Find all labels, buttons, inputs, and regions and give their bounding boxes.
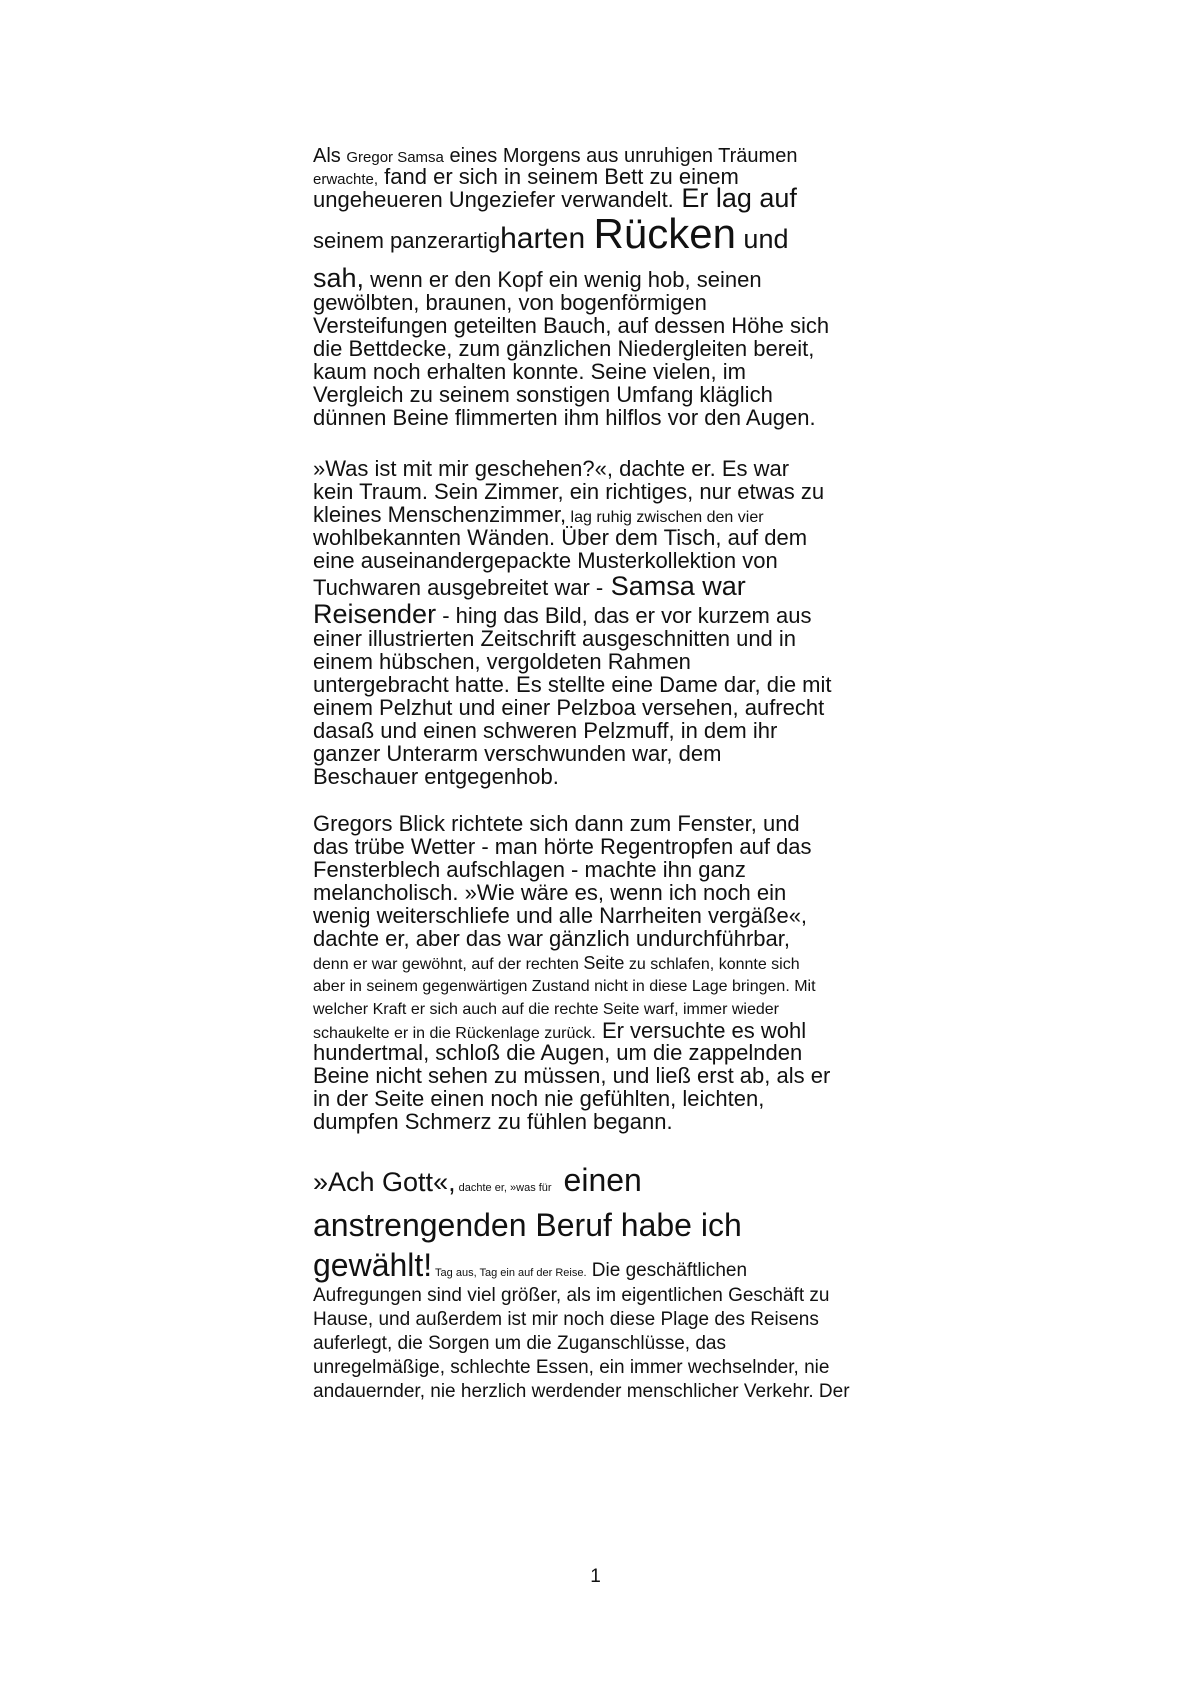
text-run: die Bettdecke, zum gänzlichen Niedergleiten bereit,: [313, 336, 815, 361]
text-line: [313, 1334, 726, 1353]
text-run: Hause, und außerdem ist mir noch diese Plage des Reisens: [313, 1309, 819, 1330]
text-line: [313, 265, 762, 292]
text-run: eine auseinandergepackte Musterkollektion von: [313, 548, 778, 573]
text-run: kleines Menschenzimmer,: [313, 502, 567, 527]
text-line: [313, 210, 789, 257]
text-run: seinem panzerartig: [313, 228, 501, 253]
text-run: dachte er, aber das war gänzlich undurchführbar,: [313, 926, 790, 951]
text-run: lag ruhig zwischen den vier: [566, 509, 764, 526]
text-line: [313, 979, 816, 995]
text-run: wenn er den Kopf ein wenig hob, seinen: [364, 267, 762, 292]
text-run: dasaß und einen schweren Pelzmuff, in dem ihr: [313, 718, 778, 743]
text-line: [313, 766, 559, 788]
text-line: [313, 1088, 764, 1110]
text-line: [313, 481, 824, 503]
text-run: Aufregungen sind viel größer, als im eigentlichen Geschäft zu: [313, 1285, 830, 1306]
text-run: Beschauer entgegenhob.: [313, 764, 559, 789]
text-line: [313, 1286, 829, 1305]
text-run: erwachte,: [313, 171, 379, 188]
text-run: »Ach Gott«,: [313, 1167, 456, 1197]
text-line: [313, 407, 816, 429]
text-run: Er versuchte es wohl: [595, 1018, 807, 1043]
text-run: Seite: [583, 953, 625, 973]
text-run: unregelmäßige, schlechte Essen, ein immer wechselnder, nie: [313, 1357, 830, 1378]
text-line: [313, 674, 832, 696]
text-run: einen: [554, 1162, 642, 1198]
text-line: [313, 550, 778, 572]
text-run: einer illustrierten Zeitschrift ausgeschnitten und in: [313, 626, 797, 651]
text-run: dumpfen Schmerz zu fühlen begann.: [313, 1109, 673, 1134]
text-run: Fensterblech aufschlagen - machte ihn ganz: [313, 857, 746, 882]
text-run: - hing das Bild, das er vor kurzem aus: [436, 603, 812, 628]
text-run: und: [735, 224, 789, 254]
text-run: ungeheueren Ungeziefer verwandelt.: [313, 187, 674, 212]
text-run: aber in seinem gegenwärtigen Zustand nicht in diese Lage bringen. Mit: [313, 978, 816, 995]
text-line: [313, 1020, 806, 1042]
text-run: andauernder, nie herzlich werdender menschlicher Verkehr. Der: [313, 1381, 850, 1402]
text-run: dachte er, »was für: [455, 1182, 555, 1194]
text-line: [313, 292, 707, 314]
text-run: Beine nicht sehen zu müssen, und ließ erst ab, als er: [313, 1063, 831, 1088]
text-run: Tuchwaren ausgebreitet war -: [313, 575, 604, 600]
text-line: [313, 628, 796, 650]
text-line: [313, 1002, 779, 1018]
text-line: [313, 527, 807, 549]
text-line: [313, 1111, 673, 1133]
text-line: [313, 1249, 747, 1281]
text-run: wenig weiterschliefe und alle Narrheiten vergäße«,: [313, 903, 808, 928]
text-run: das trübe Wetter - man hörte Regentropfen auf das: [313, 834, 812, 859]
text-line: [313, 504, 764, 526]
text-line: [313, 697, 824, 719]
text-line: [313, 905, 807, 927]
text-run: gewölbten, braunen, von bogenförmigen: [313, 290, 707, 315]
text-line: [313, 813, 800, 835]
text-run: harten: [500, 222, 594, 255]
text-line: [313, 882, 786, 904]
text-line: [313, 743, 721, 765]
text-run: auferlegt, die Sorgen um die Zuganschlüsse, das: [313, 1333, 726, 1354]
text-run: sah,: [313, 263, 365, 293]
text-run: Versteifungen geteilten Bauch, auf dessen Höhe sich: [313, 313, 830, 338]
text-run: Reisender: [313, 599, 437, 629]
text-run: in der Seite einen noch nie gefühlten, leichten,: [313, 1086, 765, 1111]
text-run: Als: [313, 145, 347, 167]
text-run: Gregor Samsa: [346, 149, 444, 166]
text-run: dünnen Beine flimmerten ihm hilflos vor den Augen.: [313, 405, 816, 430]
text-run: Tag aus, Tag ein auf der Reise.: [432, 1267, 587, 1279]
text-line: [313, 859, 746, 881]
text-line: [313, 315, 829, 337]
text-line: [313, 185, 797, 212]
text-run: fand er sich in seinem Bett zu einem: [378, 164, 739, 189]
text-line: [313, 361, 746, 383]
text-run: Rücken: [593, 210, 736, 257]
text-run: einem hübschen, vergoldeten Rahmen: [313, 649, 691, 674]
text-line: [313, 1065, 830, 1087]
text-run: eines Morgens aus unruhigen Träumen: [443, 145, 798, 167]
text-run: untergebracht hatte. Es stellte eine Dame dar, die mit: [313, 672, 832, 697]
text-line: [313, 146, 797, 166]
text-run: anstrengenden Beruf habe ich: [313, 1207, 742, 1243]
text-line: [313, 338, 814, 360]
text-line: [313, 1382, 850, 1401]
text-line: [313, 928, 790, 950]
text-run: kein Traum. Sein Zimmer, ein richtiges, nur etwas zu: [313, 479, 825, 504]
text-line: [313, 651, 691, 673]
text-line: [313, 1164, 642, 1196]
text-run: Die geschäftlichen: [586, 1260, 748, 1281]
text-line: [313, 954, 800, 973]
text-line: [313, 1209, 742, 1241]
text-run: Gregors Blick richtete sich dann zum Fenster, und: [313, 811, 800, 836]
text-run: melancholisch. »Wie wäre es, wenn ich noch ein: [313, 880, 787, 905]
text-line: [313, 601, 811, 628]
text-line: [313, 458, 789, 480]
text-line: [313, 836, 812, 858]
text-run: Vergleich zu seinem sonstigen Umfang kläglich: [313, 382, 773, 407]
text-run: Samsa war: [603, 571, 746, 601]
text-run: welcher Kraft er sich auch auf die rechte Seite warf, immer wieder: [313, 1001, 779, 1018]
text-run: kaum noch erhalten konnte. Seine vielen, im: [313, 359, 746, 384]
text-run: »Was ist mit mir geschehen?«, dachte er. Es war: [313, 456, 790, 481]
text-run: wohlbekannten Wänden. Über dem Tisch, auf dem: [313, 525, 808, 550]
text-line: [313, 1358, 829, 1377]
text-run: schaukelte er in die Rückenlage zurück.: [313, 1025, 596, 1042]
text-run: einem Pelzhut und einer Pelzboa versehen, aufrecht: [313, 695, 825, 720]
text-run: hundertmal, schloß die Augen, um die zappelnden: [313, 1040, 803, 1065]
text-run: Er lag auf: [673, 183, 797, 213]
text-run: ganzer Unterarm verschwunden war, dem: [313, 741, 722, 766]
text-line: [313, 573, 746, 600]
text-line: [313, 384, 773, 406]
text-line: [313, 1042, 802, 1064]
text-line: [313, 1310, 819, 1329]
text-run: zu schlafen, konnte sich: [624, 956, 800, 973]
text-run: denn er war gewöhnt, auf der rechten: [313, 956, 584, 973]
text-run: gewählt!: [313, 1247, 433, 1283]
page-number: 1: [590, 1566, 601, 1587]
text-line: [313, 720, 777, 742]
